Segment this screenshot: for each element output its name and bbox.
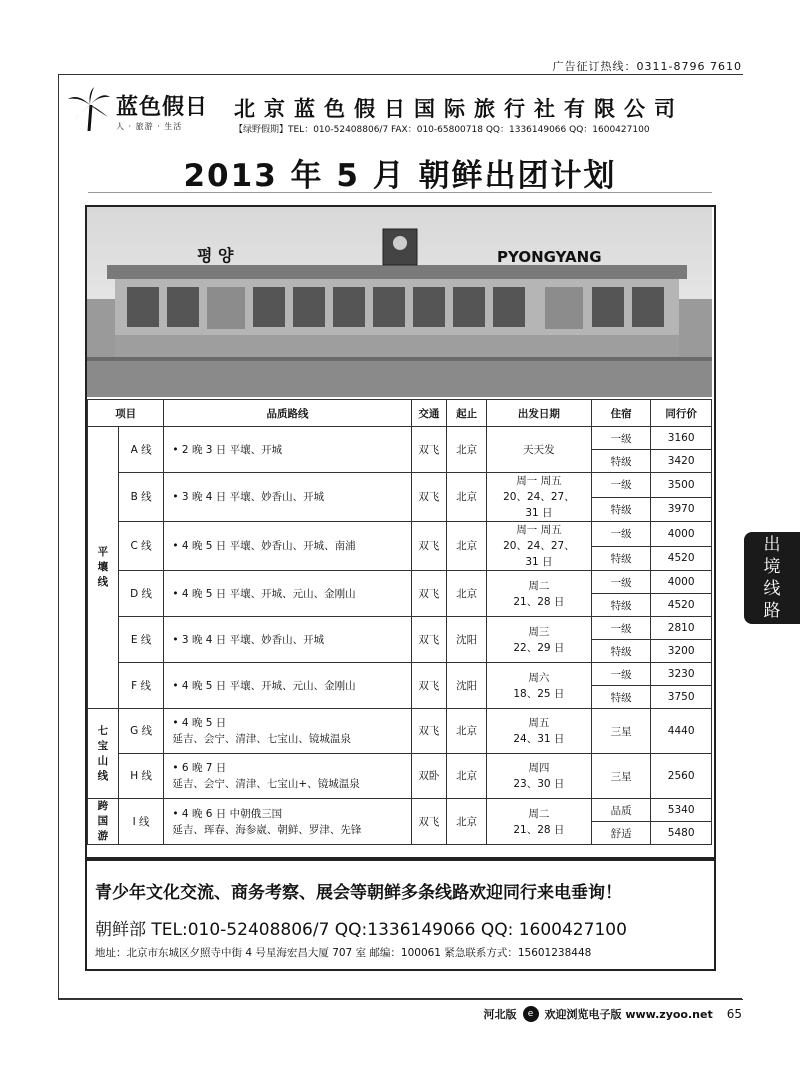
address-text: 地址：北京市东城区夕照寺中街 4 号星海宏昌大厦 707 室 邮编：100061 紧急联系方式：15601238448 xyxy=(95,947,592,959)
departure-dates-cell: 周二 21、28 日 xyxy=(486,799,591,845)
lodging-cell: 特级 xyxy=(591,594,650,617)
transport-cell: 双卧 xyxy=(411,754,447,799)
lodging-cell: 特级 xyxy=(591,497,650,522)
lodging-cell: 三星 xyxy=(591,709,650,754)
transport-cell: 双飞 xyxy=(411,522,447,571)
price-cell: 3160 xyxy=(651,427,712,450)
table-header xyxy=(88,400,712,427)
edition-logo-icon: e xyxy=(523,1006,539,1022)
price-cell: 4000 xyxy=(651,571,712,594)
transport-cell: 双飞 xyxy=(411,473,447,522)
header-departure-city: 起止 xyxy=(447,400,487,427)
departure-city-cell: 北京 xyxy=(447,427,487,473)
transport-cell: 双飞 xyxy=(411,799,447,845)
table-row xyxy=(88,473,712,498)
airport-sign-english: PYONGYANG xyxy=(497,248,602,266)
page-title: 2013 年 5 月 朝鲜出团计划 xyxy=(183,158,617,194)
route-cell: • 6 晚 7 日 延吉、会宁、清津、七宝山+、镜城温泉 xyxy=(164,754,411,799)
edition-label: 河北版 xyxy=(483,1008,517,1021)
lodging-cell: 一级 xyxy=(591,427,650,450)
divider xyxy=(88,192,712,193)
line-label: I 线 xyxy=(118,799,164,845)
table-row xyxy=(88,522,712,547)
lodging-cell: 特级 xyxy=(591,450,650,473)
table-row xyxy=(88,617,712,640)
line-label: B 线 xyxy=(118,473,164,522)
departure-city-cell: 北京 xyxy=(447,799,487,845)
company-name: 北京蓝色假日国际旅行社有限公司 xyxy=(234,97,684,121)
departure-city-cell: 沈阳 xyxy=(447,617,487,663)
transport-cell: 双飞 xyxy=(411,617,447,663)
line-label: F 线 xyxy=(118,663,164,709)
lodging-cell: 舒适 xyxy=(591,822,650,845)
transport-cell: 双飞 xyxy=(411,571,447,617)
table-row xyxy=(88,709,712,754)
price-cell: 3230 xyxy=(651,663,712,686)
header-lodging: 住宿 xyxy=(591,400,650,427)
lodging-cell: 特级 xyxy=(591,686,650,709)
departure-city-cell: 北京 xyxy=(447,754,487,799)
header-price: 同行价 xyxy=(651,400,712,427)
section-tab: 出境线路 xyxy=(744,532,800,624)
table-row xyxy=(88,663,712,686)
department-contact: 朝鲜部 TEL:010-52408806/7 QQ:1336149066 QQ: 1600427100 xyxy=(95,920,627,940)
price-cell: 3200 xyxy=(651,640,712,663)
price-cell: 5340 xyxy=(651,799,712,822)
tour-plan-table xyxy=(87,399,712,845)
departure-dates-cell: 周一 周五 20、24、27、 31 日 xyxy=(486,522,591,571)
route-cell: • 4 晚 5 日 平壤、开城、元山、金刚山 xyxy=(164,571,411,617)
price-cell: 3500 xyxy=(651,473,712,498)
price-cell: 4520 xyxy=(651,594,712,617)
price-cell: 4440 xyxy=(651,709,712,754)
logo-tagline: 人 · 旅游 · 生活 xyxy=(116,122,183,131)
line-label: A 线 xyxy=(118,427,164,473)
line-label: H 线 xyxy=(118,754,164,799)
route-cell: • 4 晚 5 日 平壤、开城、元山、金刚山 xyxy=(164,663,411,709)
route-cell: • 3 晚 4 日 平壤、妙香山、开城 xyxy=(164,617,411,663)
line-label: C 线 xyxy=(118,522,164,571)
lodging-cell: 一级 xyxy=(591,473,650,498)
header-item: 项目 xyxy=(88,400,164,427)
transport-cell: 双飞 xyxy=(411,663,447,709)
departure-dates-cell: 天天发 xyxy=(486,427,591,473)
footer xyxy=(484,1006,743,1022)
table-row xyxy=(88,427,712,450)
price-cell: 4520 xyxy=(651,546,712,571)
line-label: E 线 xyxy=(118,617,164,663)
table-row xyxy=(88,799,712,822)
price-cell: 5480 xyxy=(651,822,712,845)
line-label: G 线 xyxy=(118,709,164,754)
airport-photo xyxy=(87,207,712,397)
lodging-cell: 一级 xyxy=(591,663,650,686)
departure-city-cell: 北京 xyxy=(447,522,487,571)
departure-dates-cell: 周五 24、31 日 xyxy=(486,709,591,754)
lodging-cell: 三星 xyxy=(591,754,650,799)
lodging-cell: 一级 xyxy=(591,617,650,640)
table-row xyxy=(88,571,712,594)
price-cell: 3970 xyxy=(651,497,712,522)
price-cell: 3750 xyxy=(651,686,712,709)
line-label: D 线 xyxy=(118,571,164,617)
footer-note: 欢迎浏览电子版 www.zyoo.net xyxy=(544,1008,713,1021)
departure-dates-cell: 周二 21、28 日 xyxy=(486,571,591,617)
company-header xyxy=(68,85,728,143)
header-route: 品质路线 xyxy=(164,400,411,427)
departure-dates-cell: 周一 周五 20、24、27、 31 日 xyxy=(486,473,591,522)
lodging-cell: 一级 xyxy=(591,522,650,547)
lodging-cell: 品质 xyxy=(591,799,650,822)
transport-cell: 双飞 xyxy=(411,709,447,754)
table-body xyxy=(88,427,712,845)
lodging-cell: 特级 xyxy=(591,546,650,571)
price-cell: 2810 xyxy=(651,617,712,640)
departure-city-cell: 北京 xyxy=(447,709,487,754)
page-number: 65 xyxy=(726,1007,742,1021)
promo-text: 青少年文化交流、商务考察、展会等朝鲜多条线路欢迎同行来电垂询！ xyxy=(95,883,622,903)
header-transport: 交通 xyxy=(411,400,447,427)
group-label: 跨 国 游 xyxy=(88,799,119,845)
footer-divider xyxy=(58,998,742,999)
table-row xyxy=(88,754,712,799)
route-cell: • 4 晚 6 日 中朝俄三国 延吉、珲春、海参崴、朝鲜、罗津、先锋 xyxy=(164,799,411,845)
group-label: 平 壤 线 xyxy=(88,427,119,709)
price-cell: 4000 xyxy=(651,522,712,547)
airport-sign-korean: 평 양 xyxy=(197,246,234,265)
ad-hotline: 广告征订热线：0311-8796 7610 xyxy=(552,60,742,73)
price-cell: 3420 xyxy=(651,450,712,473)
departure-dates-cell: 周六 18、25 日 xyxy=(486,663,591,709)
route-cell: • 4 晚 5 日 平壤、妙香山、开城、南浦 xyxy=(164,522,411,571)
price-cell: 2560 xyxy=(651,754,712,799)
departure-city-cell: 北京 xyxy=(447,571,487,617)
logo-brand: 蓝色假日 xyxy=(116,95,209,120)
departure-dates-cell: 周四 23、30 日 xyxy=(486,754,591,799)
route-cell: • 3 晚 4 日 平壤、妙香山、开城 xyxy=(164,473,411,522)
company-contact: 【绿野假期】TEL：010-52408806/7 FAX：010-65800718 QQ：1336149066 QQ：1600427100 xyxy=(234,125,650,135)
departure-city-cell: 北京 xyxy=(447,473,487,522)
lodging-cell: 特级 xyxy=(591,640,650,663)
lodging-cell: 一级 xyxy=(591,571,650,594)
palm-tree-icon xyxy=(68,87,110,131)
route-cell: • 2 晚 3 日 平壤、开城 xyxy=(164,427,411,473)
departure-city-cell: 沈阳 xyxy=(447,663,487,709)
route-cell: • 4 晚 5 日 延吉、会宁、清津、七宝山、镜城温泉 xyxy=(164,709,411,754)
transport-cell: 双飞 xyxy=(411,427,447,473)
header-dates: 出发日期 xyxy=(486,400,591,427)
group-label: 七 宝 山 线 xyxy=(88,709,119,799)
departure-dates-cell: 周三 22、29 日 xyxy=(486,617,591,663)
